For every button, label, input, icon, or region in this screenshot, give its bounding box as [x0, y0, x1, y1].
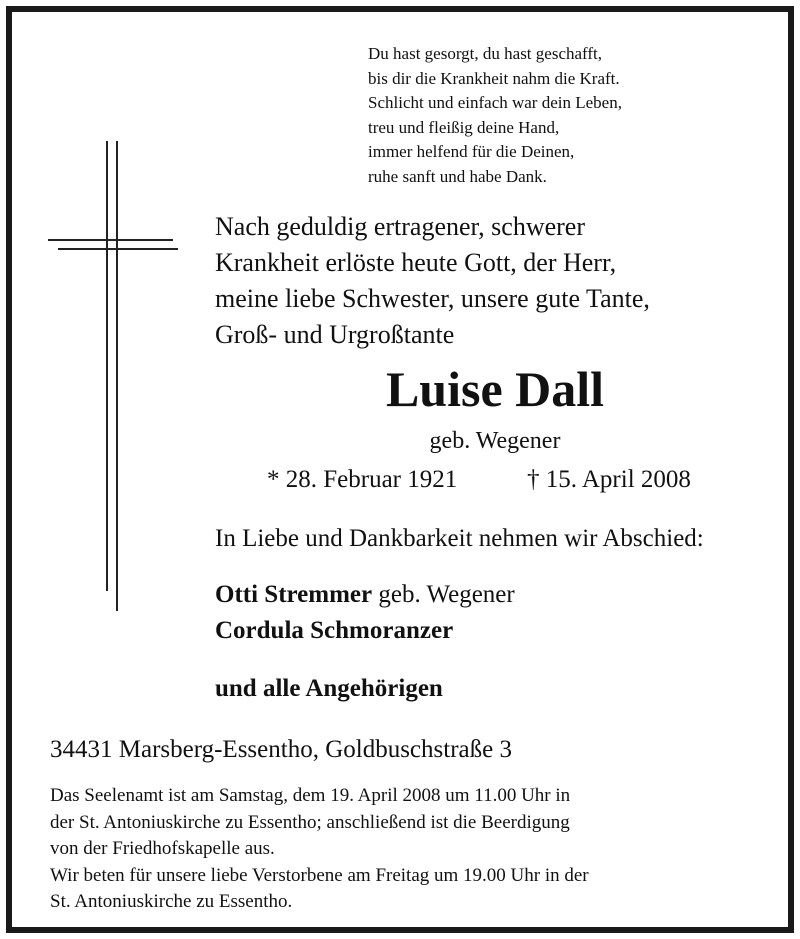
cross-vertical-line: [106, 141, 108, 591]
cross-horizontal-line: [58, 248, 178, 250]
poem-line: Schlicht und einfach war dein Leben,: [368, 93, 622, 112]
other-relatives: und alle Angehörigen: [215, 675, 443, 702]
poem-line: treu und fleißig deine Hand,: [368, 117, 560, 137]
cross-vertical-line: [116, 141, 118, 611]
details-line: St. Antoniuskirche zu Essentho.: [50, 891, 293, 912]
obituary-notice: [6, 6, 794, 933]
announcement-text: [215, 209, 785, 353]
announcement-line: Groß- und Urgroßtante: [215, 320, 455, 349]
poem: [368, 42, 768, 189]
details-line: von der Friedhofskapelle aus.: [50, 838, 275, 859]
announcement-line: meine liebe Schwester, unsere gute Tante,: [215, 284, 650, 313]
announcement-line: Nach geduldig ertragener, schwerer: [215, 212, 585, 241]
mourner-suffix: geb. Wegener: [372, 581, 515, 608]
mourner-name: Cordula Schmoranzer: [215, 617, 454, 644]
mourner-name: Otti Stremmer: [215, 581, 373, 608]
poem-line: immer helfend für die Deinen,: [368, 142, 575, 161]
mourner-entry: [215, 578, 515, 612]
details-line: Wir beten für unsere liebe Verstorbene am Freitag um 19.00 Uhr in der: [50, 864, 589, 886]
death-date: † 15. April 2008: [527, 466, 691, 493]
service-details: [50, 783, 790, 916]
poem-line: ruhe sanft und habe Dank.: [368, 166, 547, 186]
address: 34431 Marsberg-Essentho, Goldbuschstraße 3: [50, 736, 512, 763]
deceased-name: Luise Dall: [385, 361, 605, 417]
poem-line: bis dir die Krankheit nahm die Kraft.: [368, 68, 620, 88]
birth-date: * 28. Februar 1921: [267, 466, 458, 493]
farewell-line: In Liebe und Dankbarkeit nehmen wir Abschied:: [215, 525, 704, 552]
details-line: der St. Antoniuskirche zu Essentho; anschließend ist die Beerdigung: [50, 811, 570, 833]
details-line: Das Seelenamt ist am Samstag, dem 19. April 2008 um 11.00 Uhr in: [50, 785, 571, 806]
maiden-name: geb. Wegener: [429, 428, 561, 454]
cross-horizontal-line: [48, 239, 173, 241]
mourner-entry: [215, 614, 453, 648]
announcement-line: Krankheit erlöste heute Gott, der Herr,: [215, 248, 617, 277]
poem-line: Du hast gesorgt, du hast geschafft,: [368, 44, 603, 63]
